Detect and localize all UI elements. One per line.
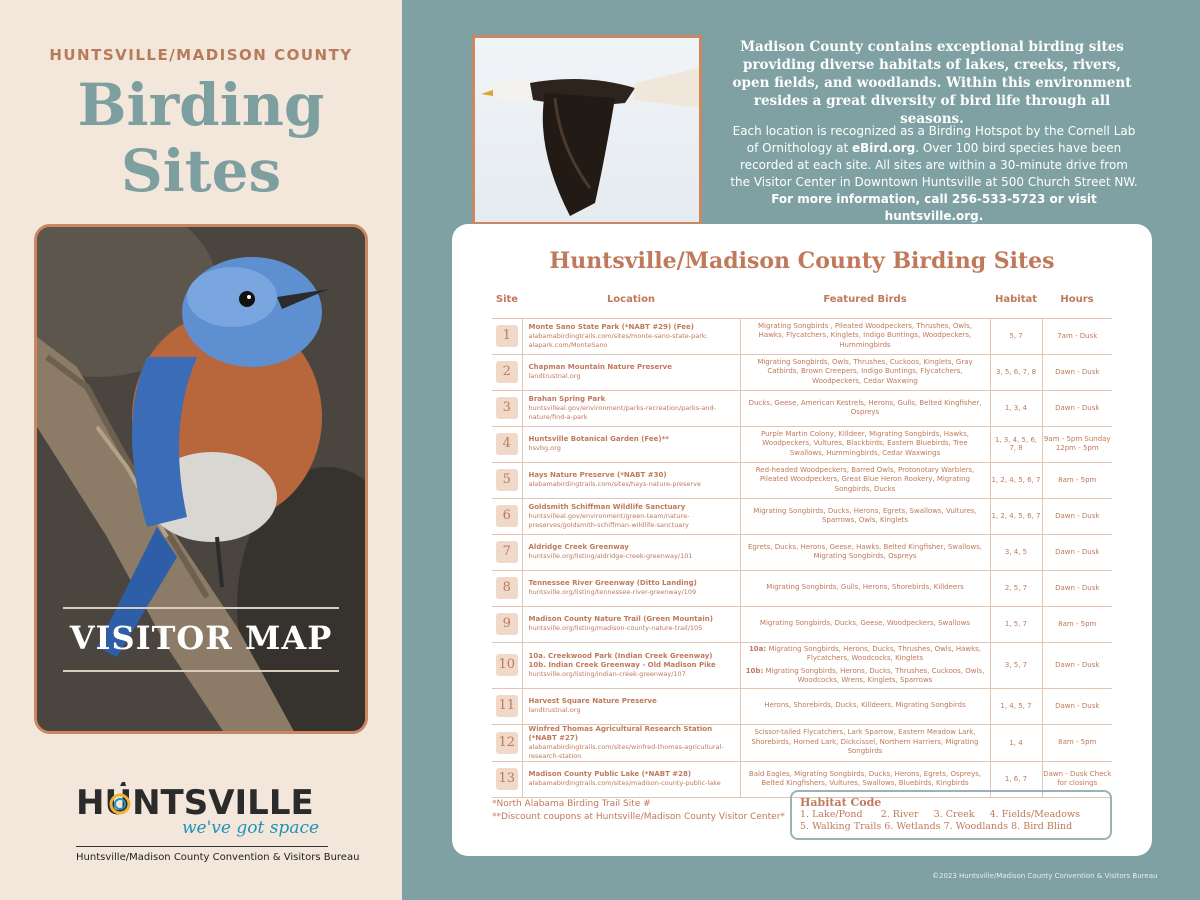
habitat-code-item: 3. Creek — [933, 809, 975, 820]
bluebird-illustration — [37, 227, 368, 734]
location-cell — [522, 534, 740, 570]
visitor-rule-top — [63, 607, 339, 609]
site-name: Madison County Public Lake (*NABT #28) — [528, 770, 692, 778]
featured-birds: Purple Martin Colony, Killdeer, Migrating Songbirds, Hawks, Woodpeckers, Vultures, Blackbirds, Eastern Bluebirds, Tree Swallows, Hummingbirds, Cedar Waxwings — [760, 429, 969, 457]
hours-cell: Dawn - Dusk — [1042, 570, 1112, 606]
featured-birds-cell — [740, 318, 990, 354]
table-row — [492, 318, 1112, 354]
site-number-badge: 8 — [496, 577, 518, 599]
featured-birds-cell — [740, 642, 990, 688]
site-url[interactable]: alabamabirdingtrails.com/sites/madison-county-public-lake — [528, 779, 721, 787]
habitat-code-item: 8. Bird Blind — [1011, 821, 1073, 832]
hours-cell: 8am - 5pm — [1042, 724, 1112, 761]
site-url[interactable]: hsvbg.org — [528, 444, 561, 452]
site-url[interactable]: huntsvilleal.gov/environment/green-team/nature-preserves/goldsmith-schiffman-wildlife-sanctuary — [528, 511, 690, 529]
hours-cell: Dawn - Dusk — [1042, 390, 1112, 426]
body-post: . Over 100 bird species have been recorded at each site. All sites are within a 30-minute drive from the Visitor Center in Downtown Huntsville at 500 Church Street NW. — [730, 141, 1138, 189]
visitor-rule-bottom — [63, 670, 339, 672]
site-number-cell — [492, 761, 522, 797]
habitat-cell: 1, 5, 7 — [990, 606, 1042, 642]
table-row — [492, 462, 1112, 498]
habitat-code-item: 5. Walking Trails — [800, 821, 882, 832]
bluebird-photo — [34, 224, 368, 734]
habitat-cell: 1, 3, 4 — [990, 390, 1042, 426]
birds-b: Migrating Songbirds, Herons, Ducks, Thrushes, Cuckoos, Owls, Woodcocks, Wrens, Kinglets, Sparrows — [765, 666, 985, 684]
featured-birds: Migrating Songbirds , Pileated Woodpeckers, Thrushes, Owls, Hawks, Flycatchers, Kinglets, Indigo Buntings, Woodpeckers, Hummingbirds — [758, 321, 972, 349]
location-cell — [522, 688, 740, 724]
site-url[interactable]: huntsville.org/listing/aldridge-creek-greenway/101 — [528, 552, 693, 560]
body-pre: Each location is recognized as a Birding Hotspot by the Cornell Lab of Ornithology at — [732, 124, 1136, 155]
table-row — [492, 724, 1112, 761]
title-line-1: Birding — [77, 71, 325, 139]
featured-birds: Migrating Songbirds, Ducks, Herons, Egrets, Swallows, Vultures, Sparrows, Owls, Kinglets — [753, 506, 977, 524]
site-url[interactable]: alabamabirdingtrails.com/sites/monte-sano-state-park; alapark.com/MonteSano — [528, 331, 708, 349]
location-cell — [522, 390, 740, 426]
site-url[interactable]: huntsville.org/listing/indian-creek-greenway/107 — [528, 669, 686, 678]
location-cell — [522, 462, 740, 498]
hours-cell: Dawn - Dusk — [1042, 354, 1112, 390]
site-number-cell — [492, 462, 522, 498]
bureau-divider — [76, 846, 328, 847]
site-number-badge: 2 — [496, 361, 518, 383]
table-row — [492, 390, 1112, 426]
table-row — [492, 498, 1112, 534]
featured-birds-cell — [740, 426, 990, 462]
site-name: 10a. Creekwood Park (Indian Creek Greenway) — [528, 651, 713, 660]
site-number-badge: 9 — [496, 613, 518, 635]
featured-birds-cell — [740, 724, 990, 761]
habitat-code-item: 2. River — [880, 809, 919, 820]
eagle-photo — [472, 35, 702, 225]
site-name: Brahan Spring Park — [528, 394, 606, 403]
featured-birds-cell — [740, 534, 990, 570]
location-cell — [522, 761, 740, 797]
birds-a-label: 10a: — [748, 644, 767, 653]
county-heading: HUNTSVILLE/MADISON COUNTY — [49, 46, 353, 64]
site-number-cell — [492, 534, 522, 570]
site-number-badge: 13 — [496, 768, 518, 790]
habitat-cell: 1, 2, 4, 5, 6, 7 — [990, 462, 1042, 498]
habitat-cell: 3, 4, 5 — [990, 534, 1042, 570]
featured-birds: Migrating Songbirds, Ducks, Geese, Woodpeckers, Swallows — [759, 619, 971, 628]
hours-cell: 8am - 5pm — [1042, 462, 1112, 498]
site-name: Tennessee River Greenway (Ditto Landing) — [528, 579, 697, 587]
location-cell — [522, 426, 740, 462]
hours-cell: Dawn - Dusk Check for closings — [1042, 761, 1112, 797]
table-title: Huntsville/Madison County Birding Sites — [549, 248, 1055, 274]
site-url[interactable]: huntsville.org/listing/tennessee-river-greenway/109 — [528, 588, 697, 596]
header-habitat: Habitat — [990, 282, 1042, 318]
hours-cell: Dawn - Dusk — [1042, 688, 1112, 724]
site-number-badge: 1 — [496, 325, 518, 347]
featured-birds-cell — [740, 570, 990, 606]
featured-birds-cell — [740, 498, 990, 534]
featured-birds: Scissor-tailed Flycatchers, Lark Sparrow, Eastern Meadow Lark, Shorebirds, Horned Lark, Dickcissel, Northern Harriers, Migrating Songbirds — [751, 728, 979, 756]
site-number-badge: 6 — [496, 505, 518, 527]
featured-birds: Migrating Songbirds, Gulls, Herons, Shorebirds, Killdeers — [766, 583, 964, 592]
habitat-cell: 1, 3, 4, 5, 6, 7, 8 — [990, 426, 1042, 462]
hours-cell: Dawn - Dusk — [1042, 642, 1112, 688]
page-title — [0, 72, 402, 204]
site-url[interactable]: landtrustnal.org — [528, 706, 581, 714]
hours-cell: Dawn - Dusk — [1042, 498, 1112, 534]
birds-a: Migrating Songbirds, Herons, Ducks, Thrushes, Owls, Hawks, Flycatchers, Woodcocks, Kinglets — [768, 644, 982, 662]
footnote-1: *North Alabama Birding Trail Site # — [492, 799, 651, 809]
header-site: Site — [492, 282, 522, 318]
site-number-cell — [492, 318, 522, 354]
site-number-badge: 11 — [496, 695, 518, 717]
site-name: Huntsville Botanical Garden (Fee)** — [528, 435, 669, 443]
site-number-cell — [492, 390, 522, 426]
hours-cell: Dawn - Dusk — [1042, 534, 1112, 570]
header-hours: Hours — [1042, 282, 1112, 318]
habitat-cell: 2, 5, 7 — [990, 570, 1042, 606]
habitat-code-row-2 — [800, 821, 1102, 833]
habitat-cell: 1, 4, 5, 7 — [990, 688, 1042, 724]
habitat-cell: 1, 4 — [990, 724, 1042, 761]
habitat-cell: 3, 5, 7 — [990, 642, 1042, 688]
hours-cell: 7am - Dusk — [1042, 318, 1112, 354]
habitat-code-item: 4. Fields/Meadows — [989, 809, 1080, 820]
site-name: Aldridge Creek Greenway — [528, 543, 629, 551]
featured-birds: Red-headed Woodpeckers, Barred Owls, Protonotary Warblers, Pileated Woodpeckers, Great Blue Heron Rookery, Migrating Songbirds, Ducks — [755, 465, 975, 493]
table-row — [492, 534, 1112, 570]
hours-cell: 9am - 5pm Sunday 12pm - 5pm — [1042, 426, 1112, 462]
footnotes — [492, 798, 785, 824]
location-cell — [522, 354, 740, 390]
table-row — [492, 688, 1112, 724]
site-name: Winfred Thomas Agricultural Research Station (*NABT #27) — [528, 724, 713, 742]
featured-birds: Egrets, Ducks, Herons, Geese, Hawks, Belted Kingfisher, Swallows, Migrating Songbirds, Ospreys — [747, 542, 983, 560]
site-name: Chapman Mountain Nature Preserve — [528, 363, 672, 371]
habitat-code-legend — [790, 790, 1112, 840]
habitat-code-item: 6. Wetlands — [884, 821, 941, 832]
site-number-cell — [492, 724, 522, 761]
habitat-code-title: Habitat Code — [800, 796, 882, 809]
hours-cell: 8am - 5pm — [1042, 606, 1112, 642]
ebird-link[interactable]: eBird.org — [852, 141, 916, 155]
site-number-badge: 5 — [496, 469, 518, 491]
location-cell — [522, 724, 740, 761]
table-row — [492, 570, 1112, 606]
site-number-badge: 7 — [496, 541, 518, 563]
habitat-cell: 3, 5, 6, 7, 8 — [990, 354, 1042, 390]
huntsville-wordmark — [76, 782, 326, 818]
site-name: Monte Sano State Park (*NABT #29) (Fee) — [528, 322, 694, 331]
habitat-cell: 5, 7 — [990, 318, 1042, 354]
birds-b-label: 10b: — [745, 666, 764, 675]
table-row — [492, 606, 1112, 642]
featured-birds-cell — [740, 462, 990, 498]
eagle-illustration — [475, 38, 699, 222]
header-location: Location — [522, 282, 740, 318]
site-number-badge: 4 — [496, 433, 518, 455]
header-featured-birds: Featured Birds — [740, 282, 990, 318]
habitat-code-item: 7. Woodlands — [943, 821, 1009, 832]
featured-birds-cell — [740, 390, 990, 426]
title-line-2: Sites — [120, 137, 282, 205]
location-cell — [522, 642, 740, 688]
featured-birds-cell — [740, 688, 990, 724]
site-url[interactable]: alabamabirdingtrails.com/sites/hays-nature-preserve — [528, 480, 701, 488]
featured-birds: Herons, Shorebirds, Ducks, Killdeers, Migrating Songbirds — [764, 701, 966, 710]
sites-table — [492, 282, 1112, 798]
site-number-badge: 12 — [496, 732, 518, 754]
site-number-cell — [492, 426, 522, 462]
site-name: Goldsmith Schiffman Wildlife Sanctuary — [528, 502, 686, 511]
site-number-cell — [492, 606, 522, 642]
bureau-name: Huntsville/Madison County Convention & Visitors Bureau — [76, 852, 360, 863]
featured-birds: Bald Eagles, Migrating Songbirds, Ducks, Herons, Egrets, Ospreys, Belted Kingfishers, Vultures, Swallows, Bluebirds, Kingbirds — [748, 769, 982, 787]
site-number-badge: 3 — [496, 397, 518, 419]
site-name: Hays Nature Preserve (*NABT #30) — [528, 471, 667, 479]
footnote-2: **Discount coupons at Huntsville/Madison County Visitor Center* — [492, 812, 785, 822]
copyright: ©2023 Huntsville/Madison County Convention & Visitors Bureau — [932, 872, 1158, 880]
logo-word: HUNTSVILLE — [76, 783, 314, 818]
body-text — [730, 123, 1138, 225]
intro-text: Madison County contains exceptional birding sites providing diverse habitats of lakes, creeks, rivers, open fields, and woodlands. Within this environment resides a great diversity of bird life through all seasons. — [732, 39, 1132, 127]
site-number-cell — [492, 570, 522, 606]
logo-tagline: we've got space — [182, 818, 320, 838]
table-row — [492, 354, 1112, 390]
table-row — [492, 426, 1112, 462]
habitat-code-item: 1. Lake/Pond — [800, 809, 863, 820]
site-url[interactable]: huntsville.org/listing/madison-county-nature-trail/105 — [528, 624, 703, 632]
site-number-cell — [492, 642, 522, 688]
site-number-cell — [492, 354, 522, 390]
site-url[interactable]: huntsvilleal.gov/environment/parks-recreation/parks-and-nature/find-a-park — [528, 403, 717, 421]
huntsville-logo — [76, 782, 326, 842]
featured-birds-cell — [740, 606, 990, 642]
more-info: For more information, call 256-533-5723 or visit huntsville.org. — [771, 192, 1097, 223]
sites-table-card — [452, 224, 1152, 856]
right-panel — [402, 0, 1200, 900]
location-cell — [522, 570, 740, 606]
location-cell — [522, 498, 740, 534]
featured-birds: Ducks, Geese, American Kestrels, Herons, Gulls, Belted Kingfisher, Ospreys — [748, 398, 982, 416]
site-url[interactable]: alabamabirdingtrails.com/sites/winfred-thomas-agricultural-research-station — [528, 742, 724, 760]
site-name: Madison County Nature Trail (Green Mountain) — [528, 615, 713, 623]
site-number-badge: 10 — [496, 654, 518, 676]
featured-birds-cell — [740, 354, 990, 390]
table-row — [492, 642, 1112, 688]
left-panel — [0, 0, 402, 900]
site-url[interactable]: landtrustnal.org — [528, 372, 581, 380]
location-cell — [522, 606, 740, 642]
visitor-map-label: VISITOR MAP — [69, 619, 333, 657]
site-name-2: 10b. Indian Creek Greenway - Old Madison Pike — [528, 660, 716, 669]
featured-birds: Migrating Songbirds, Owls, Thrushes, Cuckoos, Kinglets, Gray Catbirds, Brown Creepers, Indigo Buntings, Flycatchers, Woodpeckers, Cedar Waxwing — [757, 357, 973, 385]
habitat-cell: 1, 6, 7 — [990, 761, 1042, 797]
habitat-cell: 1, 2, 4, 5, 6, 7 — [990, 498, 1042, 534]
habitat-code-row-1 — [800, 809, 1102, 821]
site-name: Harvest Square Nature Preserve — [528, 697, 657, 705]
site-number-cell — [492, 498, 522, 534]
location-cell — [522, 318, 740, 354]
site-number-cell — [492, 688, 522, 724]
